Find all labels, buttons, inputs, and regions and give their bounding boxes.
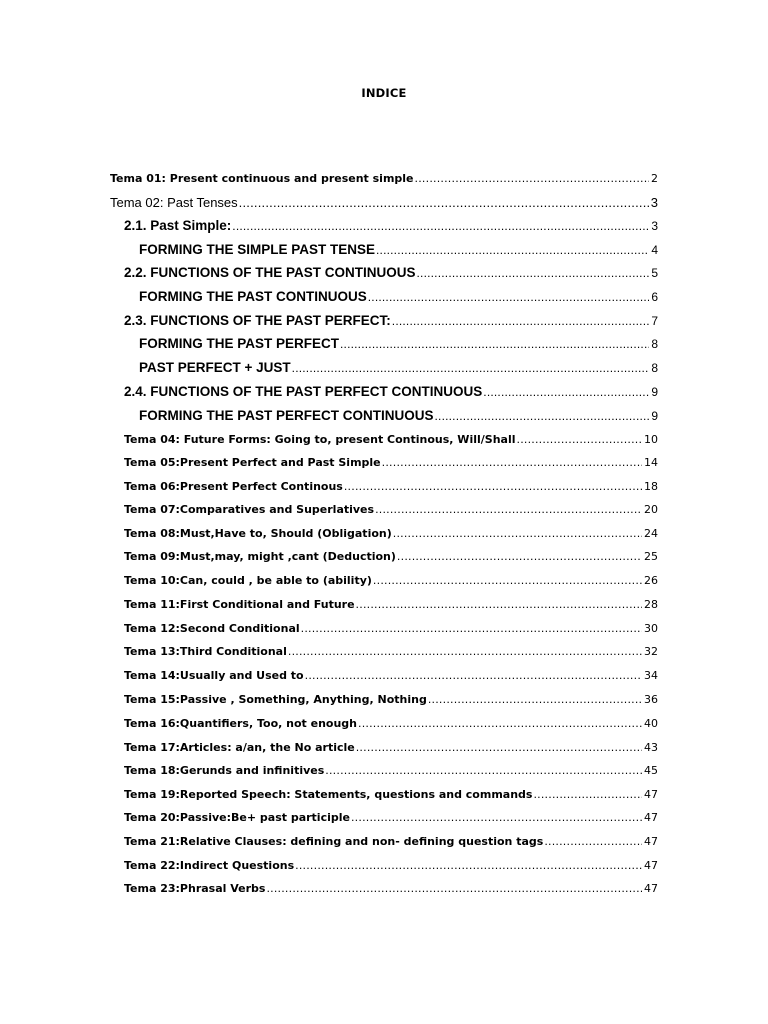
- dot-leader: [351, 812, 642, 823]
- toc-entry-label: PAST PERFECT + JUST: [139, 360, 291, 375]
- toc-entry[interactable]: [139, 409, 658, 423]
- toc-entry[interactable]: [110, 196, 658, 209]
- toc-entry-page: 47: [644, 811, 658, 824]
- toc-entry[interactable]: [124, 504, 658, 515]
- toc-entry[interactable]: [124, 434, 658, 445]
- dot-leader: [239, 196, 649, 209]
- toc-entry-page: 47: [644, 835, 658, 848]
- toc-entry[interactable]: [124, 551, 658, 562]
- dot-leader: [415, 173, 649, 184]
- dot-leader: [397, 551, 642, 562]
- toc-entry-page: 20: [644, 503, 658, 516]
- toc-entry[interactable]: [124, 812, 658, 823]
- toc-entry-label: 2.1. Past Simple:: [124, 218, 232, 233]
- toc-entry-label: Tema 17:Articles: a/an, the No article: [124, 741, 355, 754]
- dot-leader: [533, 789, 642, 800]
- toc-entry[interactable]: [139, 243, 658, 257]
- toc-entry-page: 34: [644, 669, 658, 682]
- toc-entry[interactable]: [124, 481, 658, 492]
- toc-entry-page: 43: [644, 741, 658, 754]
- dot-leader: [340, 338, 649, 350]
- toc-entry-label: Tema 09:Must,may, might ,cant (Deduction): [124, 550, 396, 563]
- toc-entry-page: 3: [651, 219, 658, 233]
- dot-leader: [483, 386, 649, 398]
- toc-entry[interactable]: [124, 623, 658, 634]
- dot-leader: [358, 718, 642, 729]
- toc-entry-label: Tema 13:Third Conditional: [124, 645, 287, 658]
- toc-entry-label: FORMING THE SIMPLE PAST TENSE: [139, 242, 376, 257]
- toc-entry-page: 9: [651, 385, 658, 399]
- toc-entry-label: Tema 18:Gerunds and infinitives: [124, 764, 325, 777]
- toc-entry-page: 5: [651, 266, 658, 280]
- toc-entry-label: 2.3. FUNCTIONS OF THE PAST PERFECT:: [124, 313, 391, 328]
- toc-entry[interactable]: [139, 337, 658, 351]
- dot-leader: [288, 646, 642, 657]
- dot-leader: [428, 694, 642, 705]
- toc-entry[interactable]: [124, 742, 658, 753]
- toc-entry-label: Tema 05:Present Perfect and Past Simple: [124, 456, 381, 469]
- dot-leader: [373, 575, 642, 586]
- toc-entry[interactable]: [124, 670, 658, 681]
- toc-entry-label: Tema 04: Future Forms: Going to, present Continous, Will/Shall: [124, 433, 516, 446]
- dot-leader: [301, 623, 642, 634]
- toc-entry-page: 8: [651, 337, 658, 351]
- dot-leader: [392, 315, 650, 327]
- toc-entry-page: 47: [644, 859, 658, 872]
- toc-entry-page: 25: [644, 550, 658, 563]
- dot-leader: [393, 528, 642, 539]
- toc-entry-label: Tema 07:Comparatives and Superlatives: [124, 503, 375, 516]
- toc-entry-label: Tema 06:Present Perfect Continous: [124, 480, 343, 493]
- dot-leader: [232, 220, 649, 232]
- toc-entry-label: Tema 15:Passive , Something, Anything, Nothing: [124, 693, 427, 706]
- toc-entry-page: 14: [644, 456, 658, 469]
- toc-entry-label: Tema 01: Present continuous and present simple: [110, 172, 414, 185]
- toc-entry-label: 2.2. FUNCTIONS OF THE PAST CONTINUOUS: [124, 265, 416, 280]
- toc-entry[interactable]: [124, 789, 658, 800]
- toc-entry-page: 28: [644, 598, 658, 611]
- toc-entry-page: 47: [644, 882, 658, 895]
- toc-entry-label: Tema 21:Relative Clauses: defining and non- defining question tags: [124, 835, 544, 848]
- toc-entry-page: 3: [650, 195, 658, 210]
- toc-entry-page: 2: [651, 172, 658, 185]
- toc-entry[interactable]: [124, 836, 658, 847]
- dot-leader: [544, 836, 642, 847]
- toc-entry[interactable]: [124, 219, 658, 233]
- toc-entry[interactable]: [139, 290, 658, 304]
- toc-entry[interactable]: [139, 361, 658, 375]
- toc-entry-label: Tema 19:Reported Speech: Statements, questions and commands: [124, 788, 533, 801]
- dot-leader: [375, 504, 642, 515]
- toc-entry-page: 45: [644, 764, 658, 777]
- dot-leader: [435, 410, 650, 422]
- dot-leader: [376, 244, 649, 256]
- toc-entry[interactable]: [124, 765, 658, 776]
- toc-entry-page: 26: [644, 574, 658, 587]
- toc-entry-page: 10: [644, 433, 658, 446]
- toc-entry[interactable]: [124, 457, 658, 468]
- dot-leader: [295, 860, 642, 871]
- toc-entry-label: Tema 14:Usually and Used to: [124, 669, 304, 682]
- toc-entry-label: Tema 02: Past Tenses: [110, 195, 238, 210]
- toc-entry-label: Tema 12:Second Conditional: [124, 622, 300, 635]
- toc-entry-page: 40: [644, 717, 658, 730]
- toc-entry[interactable]: [124, 718, 658, 729]
- toc-entry-page: 18: [644, 480, 658, 493]
- dot-leader: [344, 481, 642, 492]
- dot-leader: [417, 267, 650, 279]
- toc-entry-label: FORMING THE PAST PERFECT CONTINUOUS: [139, 408, 434, 423]
- toc-entry-page: 7: [651, 314, 658, 328]
- toc-entry-label: 2.4. FUNCTIONS OF THE PAST PERFECT CONTINUOUS: [124, 384, 483, 399]
- toc-entry[interactable]: [124, 314, 658, 328]
- dot-leader: [305, 670, 642, 681]
- toc-entry-label: Tema 11:First Conditional and Future: [124, 598, 355, 611]
- dot-leader: [325, 765, 642, 776]
- toc-entry-page: 6: [651, 290, 658, 304]
- toc-entry[interactable]: [124, 266, 658, 280]
- toc-entry-label: Tema 23:Phrasal Verbs: [124, 882, 266, 895]
- toc-entry-page: 32: [644, 645, 658, 658]
- toc-entry[interactable]: [124, 694, 658, 705]
- dot-leader: [292, 362, 650, 374]
- toc-entry[interactable]: [124, 599, 658, 610]
- page-title: INDICE: [361, 86, 407, 100]
- dot-leader: [266, 883, 642, 894]
- toc-entry-page: 8: [651, 361, 658, 375]
- toc-entry-label: FORMING THE PAST PERFECT: [139, 336, 340, 351]
- toc-entry-page: 47: [644, 788, 658, 801]
- toc-entry[interactable]: [124, 385, 658, 399]
- toc-entry[interactable]: [124, 528, 658, 539]
- toc-entry[interactable]: [124, 646, 658, 657]
- toc-entry-page: 36: [644, 693, 658, 706]
- toc-entry-label: Tema 20:Passive:Be+ past participle: [124, 811, 350, 824]
- toc-entry-page: 4: [651, 243, 658, 257]
- toc-entry-label: Tema 22:Indirect Questions: [124, 859, 295, 872]
- toc-entry[interactable]: [110, 173, 658, 184]
- dot-leader: [517, 434, 643, 445]
- dot-leader: [368, 291, 650, 303]
- toc-entry-page: 30: [644, 622, 658, 635]
- toc-entry-label: Tema 10:Can, could , be able to (ability): [124, 574, 372, 587]
- toc-entry[interactable]: [124, 883, 658, 894]
- toc-entry-label: Tema 16:Quantifiers, Too, not enough: [124, 717, 358, 730]
- dot-leader: [356, 742, 642, 753]
- toc-entry-page: 9: [651, 409, 658, 423]
- dot-leader: [382, 457, 642, 468]
- dot-leader: [356, 599, 642, 610]
- toc-entry-label: Tema 08:Must,Have to, Should (Obligation): [124, 527, 392, 540]
- toc-entry[interactable]: [124, 860, 658, 871]
- toc-entry-label: FORMING THE PAST CONTINUOUS: [139, 289, 367, 304]
- toc-entry-page: 24: [644, 527, 658, 540]
- toc-entry[interactable]: [124, 575, 658, 586]
